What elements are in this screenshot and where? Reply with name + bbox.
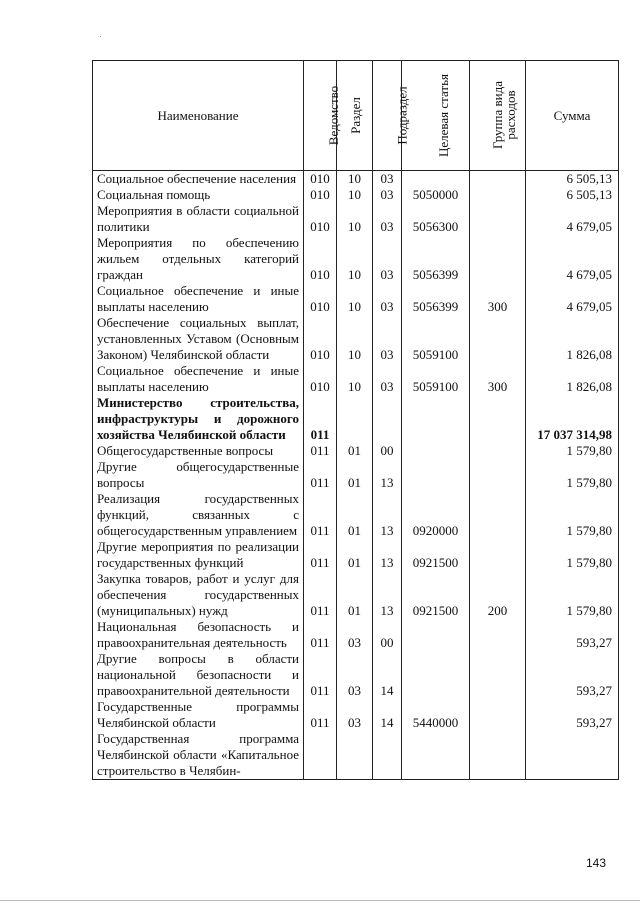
- header-subsection: Подраздел: [373, 61, 402, 171]
- table-row: [93, 315, 619, 363]
- cell-section: 10: [337, 203, 373, 235]
- cell-subsection: 03: [373, 315, 402, 363]
- cell-target-article: 5059100: [402, 363, 470, 395]
- cell-subsection: 03: [373, 187, 402, 203]
- cell-subsection: 03: [373, 171, 402, 188]
- cell-subsection: 03: [373, 235, 402, 283]
- cell-target-article: 5056300: [402, 203, 470, 235]
- table-row: [93, 731, 619, 780]
- cell-amount: 593,27: [526, 619, 619, 651]
- cell-section: 01: [337, 491, 373, 539]
- cell-subsection: 00: [373, 619, 402, 651]
- cell-subsection: 13: [373, 491, 402, 539]
- table-row: [93, 699, 619, 731]
- cell-amount: 17 037 314,98: [526, 395, 619, 443]
- cell-expense-group: 200: [470, 571, 526, 619]
- cell-subsection: [373, 731, 402, 780]
- cell-subsection: 00: [373, 443, 402, 459]
- cell-name: Другие общегосударственные вопросы: [93, 459, 304, 491]
- cell-section: [337, 731, 373, 780]
- cell-amount: 1 579,80: [526, 459, 619, 491]
- cell-section: 10: [337, 187, 373, 203]
- header-amount: Сумма: [526, 61, 619, 171]
- page-bottom-rule: [0, 900, 640, 901]
- cell-target-article: 5056399: [402, 283, 470, 315]
- cell-amount: [526, 731, 619, 780]
- cell-target-article: 0921500: [402, 539, 470, 571]
- cell-department: 010: [304, 187, 337, 203]
- cell-department: 011: [304, 395, 337, 443]
- cell-section: 10: [337, 283, 373, 315]
- cell-name: Социальное обеспечение и иные выплаты населению: [93, 363, 304, 395]
- table-row: [93, 459, 619, 491]
- cell-department: 011: [304, 491, 337, 539]
- cell-expense-group: [470, 315, 526, 363]
- cell-department: 011: [304, 571, 337, 619]
- cell-target-article: [402, 395, 470, 443]
- table-row: [93, 363, 619, 395]
- cell-department: 011: [304, 651, 337, 699]
- cell-expense-group: [470, 491, 526, 539]
- cell-target-article: [402, 619, 470, 651]
- cell-expense-group: [470, 731, 526, 780]
- cell-name: Общегосударственные вопросы: [93, 443, 304, 459]
- cell-target-article: 5050000: [402, 187, 470, 203]
- cell-section: 03: [337, 619, 373, 651]
- cell-department: 011: [304, 539, 337, 571]
- cell-expense-group: 300: [470, 363, 526, 395]
- cell-subsection: 13: [373, 459, 402, 491]
- cell-expense-group: [470, 395, 526, 443]
- table-row: [93, 187, 619, 203]
- cell-subsection: [373, 395, 402, 443]
- cell-amount: 1 579,80: [526, 571, 619, 619]
- table-row: [93, 443, 619, 459]
- cell-expense-group: 300: [470, 283, 526, 315]
- cell-name: Закупка товаров, работ и услуг для обеспечения государственных (муниципальных) нужд: [93, 571, 304, 619]
- table-header-row: [93, 61, 619, 171]
- cell-name: Национальная безопасность и правоохранительная деятельность: [93, 619, 304, 651]
- cell-target-article: 5059100: [402, 315, 470, 363]
- cell-department: 010: [304, 283, 337, 315]
- cell-department: 010: [304, 315, 337, 363]
- cell-target-article: 0920000: [402, 491, 470, 539]
- cell-name: Обеспечение социальных выплат, установленных Уставом (Основным Законом) Челябинской области: [93, 315, 304, 363]
- cell-amount: 1 579,80: [526, 443, 619, 459]
- table-row: [93, 619, 619, 651]
- cell-name: Мероприятия в области социальной политики: [93, 203, 304, 235]
- page-number: 143: [586, 856, 607, 870]
- cell-target-article: [402, 459, 470, 491]
- header-department: Ведомство: [304, 61, 337, 171]
- cell-target-article: [402, 171, 470, 188]
- cell-name: Реализация государственных функций, связанных с общегосударственным управлением: [93, 491, 304, 539]
- cell-amount: 593,27: [526, 651, 619, 699]
- cell-amount: 1 579,80: [526, 539, 619, 571]
- cell-expense-group: [470, 619, 526, 651]
- cell-subsection: 14: [373, 699, 402, 731]
- table-row: [93, 539, 619, 571]
- cell-target-article: [402, 731, 470, 780]
- budget-table: [92, 60, 619, 780]
- table-row: [93, 171, 619, 188]
- cell-amount: 1 826,08: [526, 363, 619, 395]
- cell-name: Социальное обеспечение и иные выплаты населению: [93, 283, 304, 315]
- cell-name: Другие вопросы в области национальной безопасности и правоохранительной деятельности: [93, 651, 304, 699]
- cell-expense-group: [470, 171, 526, 188]
- header-target-article: Целевая статья: [402, 61, 470, 171]
- table-row: [93, 203, 619, 235]
- cell-department: 010: [304, 235, 337, 283]
- table-row: [93, 235, 619, 283]
- cell-section: 10: [337, 315, 373, 363]
- cell-expense-group: [470, 235, 526, 283]
- table-body: [93, 171, 619, 780]
- cell-target-article: [402, 443, 470, 459]
- cell-department: 011: [304, 443, 337, 459]
- cell-section: 01: [337, 443, 373, 459]
- cell-section: [337, 395, 373, 443]
- cell-amount: 1 579,80: [526, 491, 619, 539]
- cell-expense-group: [470, 651, 526, 699]
- cell-amount: 4 679,05: [526, 283, 619, 315]
- cell-name: Другие мероприятия по реализации государственных функций: [93, 539, 304, 571]
- cell-department: 011: [304, 619, 337, 651]
- cell-name: Социальное обеспечение населения: [93, 171, 304, 188]
- header-name: Наименование: [93, 61, 304, 171]
- cell-expense-group: [470, 459, 526, 491]
- cell-section: 10: [337, 363, 373, 395]
- cell-target-article: 5440000: [402, 699, 470, 731]
- table-row: [93, 491, 619, 539]
- cell-expense-group: [470, 443, 526, 459]
- cell-subsection: 03: [373, 203, 402, 235]
- table-row: [93, 395, 619, 443]
- header-section: Раздел: [337, 61, 373, 171]
- cell-department: 010: [304, 171, 337, 188]
- cell-name: Государственные программы Челябинской области: [93, 699, 304, 731]
- scan-mark: [100, 36, 101, 37]
- cell-name: Мероприятия по обеспечению жильем отдельных категорий граждан: [93, 235, 304, 283]
- cell-subsection: 13: [373, 539, 402, 571]
- cell-subsection: 03: [373, 283, 402, 315]
- header-expense-group: Группа вида расходов: [470, 61, 526, 171]
- cell-amount: 1 826,08: [526, 315, 619, 363]
- cell-section: 03: [337, 651, 373, 699]
- cell-department: 010: [304, 363, 337, 395]
- cell-amount: 6 505,13: [526, 171, 619, 188]
- cell-subsection: 13: [373, 571, 402, 619]
- cell-name: Государственная программа Челябинской области «Капитальное строительство в Челябин-: [93, 731, 304, 780]
- cell-department: 011: [304, 459, 337, 491]
- cell-section: 01: [337, 571, 373, 619]
- cell-expense-group: [470, 539, 526, 571]
- cell-expense-group: [470, 203, 526, 235]
- cell-target-article: 5056399: [402, 235, 470, 283]
- table-row: [93, 283, 619, 315]
- cell-department: [304, 731, 337, 780]
- cell-amount: 593,27: [526, 699, 619, 731]
- cell-subsection: 03: [373, 363, 402, 395]
- cell-name: Социальная помощь: [93, 187, 304, 203]
- cell-target-article: 0921500: [402, 571, 470, 619]
- cell-amount: 4 679,05: [526, 235, 619, 283]
- cell-amount: 4 679,05: [526, 203, 619, 235]
- cell-section: 01: [337, 459, 373, 491]
- cell-amount: 6 505,13: [526, 187, 619, 203]
- cell-target-article: [402, 651, 470, 699]
- table-row: [93, 571, 619, 619]
- cell-section: 03: [337, 699, 373, 731]
- cell-section: 10: [337, 235, 373, 283]
- cell-expense-group: [470, 699, 526, 731]
- cell-expense-group: [470, 187, 526, 203]
- cell-name: Министерство строительства, инфраструктуры и дорожного хозяйства Челябинской области: [93, 395, 304, 443]
- table-row: [93, 651, 619, 699]
- cell-section: 01: [337, 539, 373, 571]
- cell-department: 011: [304, 699, 337, 731]
- cell-section: 10: [337, 171, 373, 188]
- cell-subsection: 14: [373, 651, 402, 699]
- cell-department: 010: [304, 203, 337, 235]
